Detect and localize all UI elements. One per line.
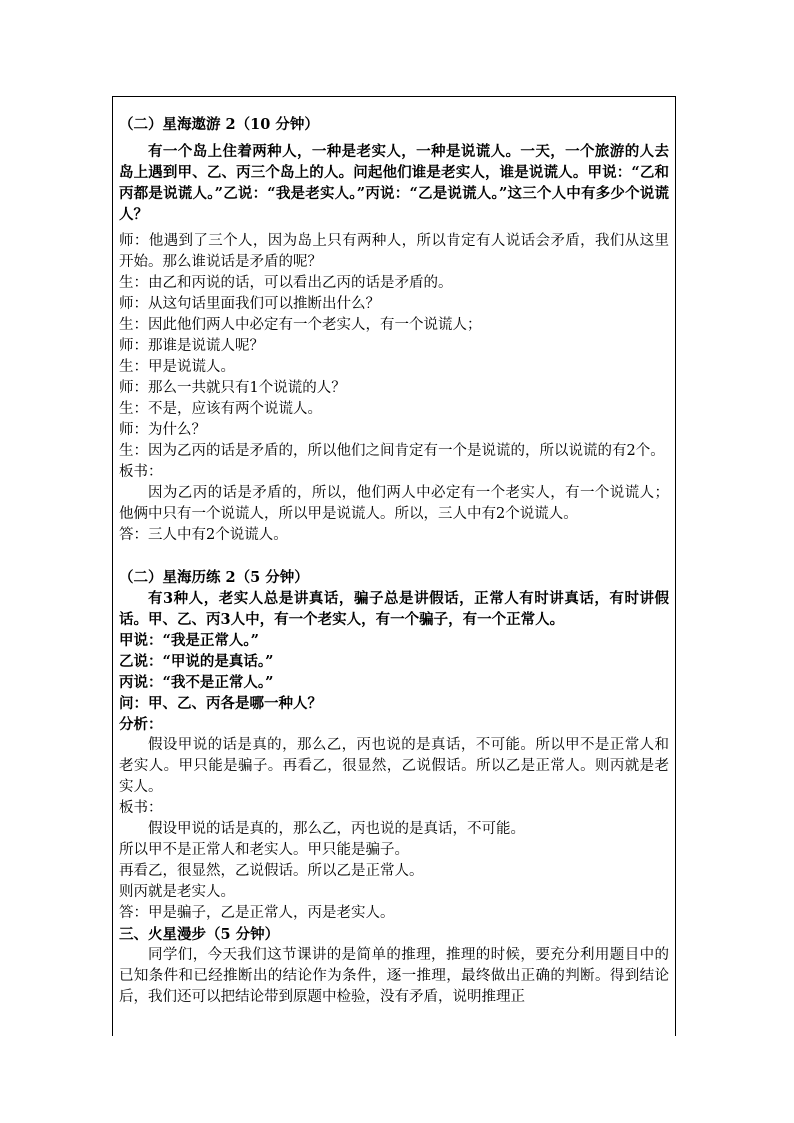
lesson-table-cell (112, 96, 676, 1036)
section3-text: 同学们，今天我们这节课讲的是简单的推理，推理的时候，要充分利用题目中的已知条件和已经推断出的结论作为条件，逐一推理，最终做出正确的判断。得到结论后，我们还可以把结论带到原题中检验，没有矛盾，说明推理正 (119, 947, 669, 1005)
statement-line: 乙说：“甲说的是真话。” (119, 653, 274, 670)
dialogue-line: 生：因此他们两人中必定有一个老实人，有一个说谎人； (119, 317, 482, 333)
dialogue-line: 生：不是，应该有两个说谎人。 (119, 401, 322, 417)
section2-heading: （二）星海历练 2（5 分钟） (119, 569, 309, 586)
statement-line: 丙说：“我不是正常人。” (119, 674, 274, 691)
analysis-text: 假设甲说的话是真的，那么乙，丙也说的是真话，不可能。所以甲不是正常人和老实人。甲只能是骗子。再看乙，很显然，乙说假话。所以乙是正常人。则丙就是老实人。 (119, 737, 669, 795)
dialogue-line: 师：为什么？ (119, 422, 206, 438)
lesson-content (119, 114, 669, 1008)
dialogue-line: 生：由乙和丙说的话，可以看出乙丙的话是矛盾的。 (119, 275, 453, 291)
dialogue-line: 师：他遇到了三个人，因为岛上只有两种人，所以肯定有人说话会矛盾，我们从这里开始。那么谁说话是矛盾的呢？ (119, 233, 669, 270)
answer-line: 答：三人中有2个说谎人。 (119, 527, 288, 543)
board-label: 板书： (119, 800, 163, 816)
dialogue-line: 生：因为乙丙的话是矛盾的，所以他们之间肯定有一个是说谎的，所以说谎的有2个。 (119, 443, 665, 459)
section1-heading: （二）星海遨游 2（10 分钟） (119, 116, 319, 133)
dialogue-line: 师：那么一共就只有1个说谎的人？ (119, 380, 346, 396)
section1-problem: 有一个岛上住着两种人，一种是老实人，一种是说谎人。一天，一个旅游的人去岛上遇到甲、乙、丙三个岛上的人。问起他们谁是老实人，谁是说谎人。甲说：“乙和丙都是说谎人。”乙说：“我是老实人。”丙说：“乙是说谎人。”这三个人中有多少个说谎人？ (119, 143, 669, 223)
dialogue-line: 师：从这句话里面我们可以推断出什么？ (119, 296, 380, 312)
board-text: 因为乙丙的话是矛盾的，所以，他们两人中必定有一个老实人，有一个说谎人；他俩中只有一个说谎人，所以甲是说谎人。所以，三人中有2个说谎人。 (119, 485, 669, 522)
board-line: 则丙就是老实人。 (119, 884, 235, 900)
board-line: 再看乙，很显然，乙说假话。所以乙是正常人。 (119, 863, 424, 879)
board-line: 所以甲不是正常人和老实人。甲只能是骗子。 (119, 842, 409, 858)
answer-line: 答：甲是骗子，乙是正常人，丙是老实人。 (119, 905, 395, 921)
analysis-label: 分析： (119, 716, 163, 733)
question-line: 问：甲、乙、丙各是哪一种人？ (119, 695, 322, 712)
section3-heading: 三、火星漫步（5 分钟） (119, 926, 280, 943)
board-line: 假设甲说的话是真的，那么乙，丙也说的是真话，不可能。 (148, 821, 525, 837)
board-label: 板书： (119, 464, 163, 480)
dialogue-line: 师：那谁是说谎人呢？ (119, 338, 264, 354)
statement-line: 甲说：“我是正常人。” (119, 632, 259, 649)
section2-problem: 有3种人，老实人总是讲真话，骗子总是讲假话，正常人有时讲真话，有时讲假话。甲、乙、丙3人中，有一个老实人，有一个骗子，有一个正常人。 (119, 590, 669, 628)
dialogue-line: 生：甲是说谎人。 (119, 359, 235, 375)
